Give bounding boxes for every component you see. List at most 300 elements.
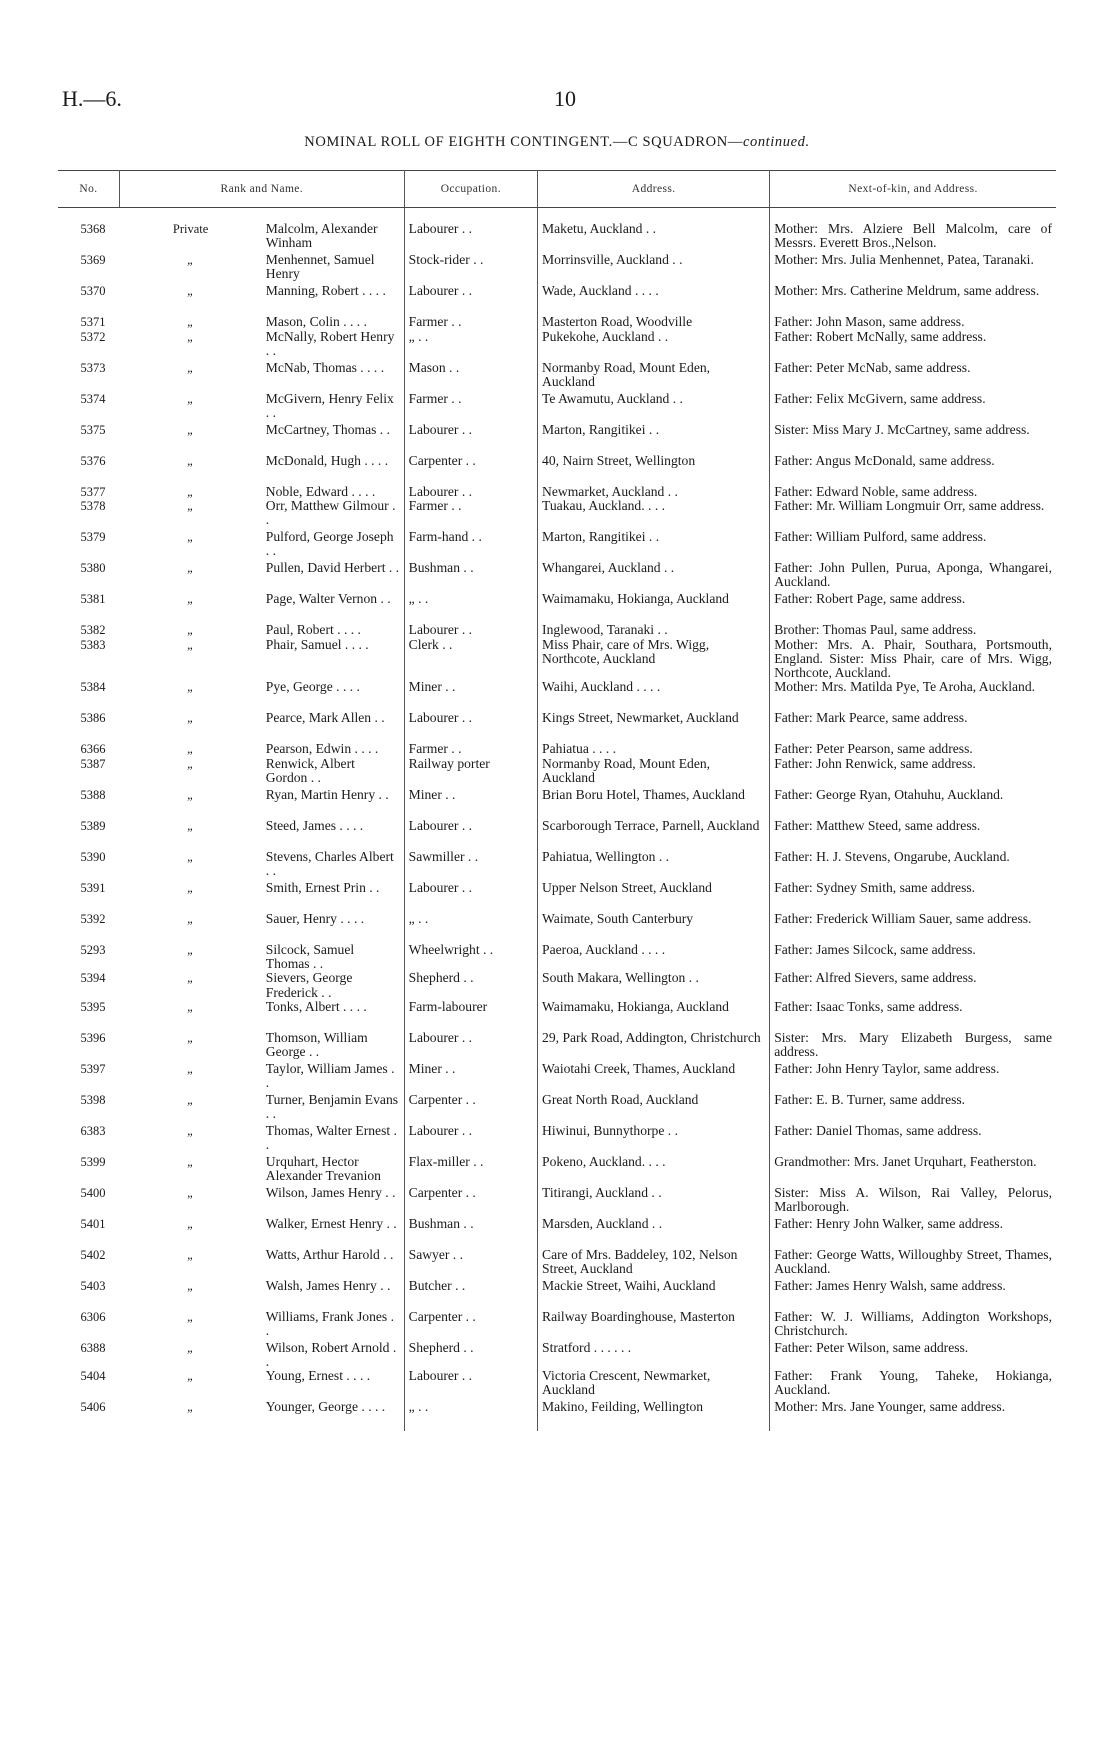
cell-rank: „: [187, 329, 195, 344]
cell-rank: „: [187, 284, 195, 298]
cell-name: Noble, Edward . . . .: [262, 485, 404, 500]
cell-address: Great North Road, Auckland: [538, 1093, 770, 1124]
cell-occupation: Labourer . .: [404, 284, 537, 315]
cell-next-of-kin: Father: Isaac Tonks, same address.: [774, 998, 963, 1014]
column-header-occupation: Occupation.: [404, 171, 537, 208]
cell-name: Wilson, James Henry . .: [262, 1186, 404, 1217]
cell-occupation: Railway porter: [404, 757, 537, 788]
cell-roll-number: 5380: [80, 561, 106, 576]
cell-roll-number: 6383: [80, 1123, 106, 1138]
title-main: NOMINAL ROLL OF EIGHTH CONTINGENT.—C SQUADRON—: [304, 134, 743, 150]
cell-name: Sievers, George Frederick . .: [262, 971, 404, 999]
cell-rank: „: [187, 818, 195, 833]
cell-name: Pye, George . . . .: [262, 680, 404, 711]
cell-next-of-kin: Father: Peter Pearson, same address.: [774, 741, 973, 757]
cell-roll-number: 5392: [80, 911, 106, 926]
cell-address: Marton, Rangitikei . .: [538, 423, 770, 454]
cell-address: Titirangi, Auckland . .: [538, 1186, 770, 1217]
cell-name: Orr, Matthew Gilmour . .: [262, 499, 404, 530]
cell-roll-number: 5377: [80, 484, 106, 499]
cell-occupation: Farmer . .: [404, 392, 537, 423]
cell-next-of-kin: Brother: Thomas Paul, same address.: [774, 622, 977, 638]
table-row: [58, 392, 1056, 423]
cell-occupation: Bushman . .: [404, 1217, 537, 1248]
cell-next-of-kin: Mother: Mrs. Julia Menhennet, Patea, Taranaki.: [774, 252, 1034, 267]
table-row: [58, 638, 1056, 681]
cell-name: McDonald, Hugh . . . .: [262, 454, 404, 485]
cell-roll-number: 5378: [80, 499, 106, 514]
table-row: [58, 330, 1056, 361]
cell-next-of-kin: Father: Felix McGivern, same address.: [774, 390, 986, 406]
cell-roll-number: 5394: [80, 971, 106, 986]
cell-occupation: Labourer . .: [404, 623, 537, 638]
cell-address: Marton, Rangitikei . .: [538, 530, 770, 561]
cell-address: Hiwinui, Bunnythorpe . .: [538, 1124, 770, 1155]
table-row: [58, 1062, 1056, 1093]
cell-next-of-kin: Father: Matthew Steed, same address.: [774, 817, 981, 833]
cell-occupation: Farmer . .: [404, 315, 537, 330]
cell-roll-number: 5389: [80, 818, 106, 833]
cell-next-of-kin: Father: H. J. Stevens, Ongarube, Auckland.: [774, 848, 1010, 864]
column-header-no: No.: [58, 171, 119, 208]
cell-occupation: Stock-rider . .: [404, 253, 537, 284]
table-row: [58, 788, 1056, 819]
table-row: [58, 971, 1056, 999]
cell-roll-number: 5400: [80, 1185, 106, 1200]
cell-rank: „: [187, 680, 195, 695]
cell-roll-number: 5401: [80, 1216, 106, 1231]
cell-name: Turner, Benjamin Evans . .: [262, 1093, 404, 1124]
cell-rank: „: [187, 756, 195, 771]
column-header-next-of-kin: Next-of-kin, and Address.: [770, 171, 1056, 208]
cell-rank: Private: [172, 222, 209, 236]
cell-occupation: „ . .: [404, 330, 537, 361]
table-row: [58, 1000, 1056, 1031]
cell-rank: „: [187, 561, 195, 576]
cell-address: Pahiatua, Wellington . .: [538, 850, 770, 881]
table-row: [58, 530, 1056, 561]
cell-rank: „: [187, 1061, 195, 1076]
cell-occupation: Labourer . .: [404, 485, 537, 500]
cell-name: Watts, Arthur Harold . .: [262, 1248, 404, 1279]
cell-address: Pahiatua . . . .: [538, 742, 770, 757]
cell-address: Morrinsville, Auckland . .: [538, 253, 770, 284]
cell-rank: „: [187, 711, 195, 726]
cell-next-of-kin: Mother: Mrs. Matilda Pye, Te Aroha, Auckland.: [774, 679, 1036, 695]
table-row: [58, 1369, 1056, 1400]
cell-occupation: Sawmiller . .: [404, 850, 537, 881]
table-row: [58, 742, 1056, 757]
table-row: [58, 423, 1056, 454]
cell-next-of-kin: Father: Robert McNally, same address.: [774, 328, 987, 344]
cell-rank: „: [187, 1278, 195, 1293]
cell-next-of-kin: Father: John Mason, same address.: [774, 314, 965, 329]
cell-roll-number: 6388: [80, 1340, 106, 1355]
cell-next-of-kin: Father: Frank Young, Taheke, Hokianga, Auckland.: [774, 1368, 1052, 1398]
cell-occupation: Clerk . .: [404, 638, 537, 681]
cell-name: Pulford, George Joseph . .: [262, 530, 404, 561]
cell-address: Makino, Feilding, Wellington: [538, 1400, 770, 1431]
table-row: [58, 208, 1056, 254]
cell-next-of-kin: Father: Mr. William Longmuir Orr, same address.: [774, 498, 1045, 514]
cell-occupation: Carpenter . .: [404, 1310, 537, 1341]
cell-occupation: Bushman . .: [404, 561, 537, 592]
cell-name: Ryan, Martin Henry . .: [262, 788, 404, 819]
cell-rank: „: [187, 592, 195, 607]
cell-roll-number: 5395: [80, 999, 106, 1014]
cell-occupation: „ . .: [404, 912, 537, 943]
cell-name: McNally, Robert Henry . .: [262, 330, 404, 361]
cell-occupation: Labourer . .: [404, 711, 537, 742]
table-row: [58, 1400, 1056, 1431]
cell-occupation: Miner . .: [404, 1062, 537, 1093]
cell-rank: „: [187, 1400, 195, 1415]
cell-address: Mackie Street, Waihi, Auckland: [538, 1279, 770, 1310]
cell-rank: „: [187, 971, 195, 986]
cell-next-of-kin: Father: John Renwick, same address.: [774, 755, 976, 771]
cell-rank: „: [187, 942, 195, 957]
cell-occupation: Miner . .: [404, 788, 537, 819]
cell-occupation: Carpenter . .: [404, 454, 537, 485]
cell-next-of-kin: Sister: Miss A. Wilson, Rai Valley, Pelorus, Marlborough.: [774, 1184, 1052, 1214]
cell-roll-number: 5368: [80, 222, 106, 236]
cell-occupation: Labourer . .: [404, 881, 537, 912]
document-reference: H.—6.: [62, 86, 122, 111]
table-row: [58, 1248, 1056, 1279]
cell-occupation: Carpenter . .: [404, 1093, 537, 1124]
cell-rank: „: [187, 1216, 195, 1231]
table-row: [58, 592, 1056, 623]
cell-rank: „: [187, 1154, 195, 1169]
cell-next-of-kin: Father: George Watts, Willoughby Street, Thames, Auckland.: [774, 1246, 1052, 1276]
cell-address: South Makara, Wellington . .: [538, 971, 770, 999]
cell-next-of-kin: Grandmother: Mrs. Janet Urquhart, Featherston.: [774, 1153, 1037, 1169]
cell-next-of-kin: Father: Peter McNab, same address.: [774, 359, 971, 375]
cell-name: Phair, Samuel . . . .: [262, 638, 404, 681]
cell-next-of-kin: Father: Mark Pearce, same address.: [774, 710, 968, 726]
cell-next-of-kin: Father: Frederick William Sauer, same address.: [774, 910, 1032, 926]
table-row: [58, 1093, 1056, 1124]
cell-name: Williams, Frank Jones . .: [262, 1310, 404, 1341]
cell-occupation: Labourer . .: [404, 208, 537, 254]
cell-name: Pearson, Edwin . . . .: [262, 742, 404, 757]
table-row: [58, 284, 1056, 315]
cell-roll-number: 5399: [80, 1154, 106, 1169]
table-row: [58, 623, 1056, 638]
cell-rank: „: [187, 742, 195, 757]
cell-occupation: „ . .: [404, 592, 537, 623]
cell-name: Stevens, Charles Albert . .: [262, 850, 404, 881]
cell-next-of-kin: Father: Angus McDonald, same address.: [774, 452, 995, 468]
cell-address: Scarborough Terrace, Parnell, Auckland: [538, 819, 770, 850]
cell-address: Te Awamutu, Auckland . .: [538, 392, 770, 423]
cell-next-of-kin: Father: John Henry Taylor, same address.: [774, 1060, 1000, 1076]
cell-rank: „: [187, 1185, 195, 1200]
cell-roll-number: 5382: [80, 623, 106, 638]
cell-occupation: Carpenter . .: [404, 1186, 537, 1217]
table-row: [58, 912, 1056, 943]
cell-address: Waimate, South Canterbury: [538, 912, 770, 943]
cell-address: Newmarket, Auckland . .: [538, 485, 770, 500]
cell-roll-number: 5406: [80, 1400, 106, 1415]
cell-address: Tuakau, Auckland. . . .: [538, 499, 770, 530]
cell-next-of-kin: Sister: Mrs. Mary Elizabeth Burgess, same address.: [774, 1029, 1052, 1059]
cell-roll-number: 5381: [80, 592, 106, 607]
cell-rank: „: [187, 1309, 195, 1324]
cell-roll-number: 5403: [80, 1278, 106, 1293]
cell-occupation: Farm-hand . .: [404, 530, 537, 561]
table-row: [58, 561, 1056, 592]
cell-occupation: Mason . .: [404, 361, 537, 392]
cell-address: 40, Nairn Street, Wellington: [538, 454, 770, 485]
cell-occupation: Labourer . .: [404, 1031, 537, 1062]
cell-occupation: Labourer . .: [404, 819, 537, 850]
cell-roll-number: 5369: [80, 253, 106, 267]
cell-occupation: Sawyer . .: [404, 1248, 537, 1279]
cell-next-of-kin: Father: Alfred Sievers, same address.: [774, 970, 977, 986]
cell-roll-number: 5386: [80, 711, 106, 726]
cell-address: Kings Street, Newmarket, Auckland: [538, 711, 770, 742]
cell-next-of-kin: Father: Henry John Walker, same address.: [774, 1215, 1003, 1231]
cell-address: Railway Boardinghouse, Masterton: [538, 1310, 770, 1341]
cell-occupation: Labourer . .: [404, 1369, 537, 1400]
cell-next-of-kin: Father: Edward Noble, same address.: [774, 483, 978, 499]
title-suffix: continued.: [742, 134, 810, 150]
cell-next-of-kin: Father: Daniel Thomas, same address.: [774, 1122, 982, 1138]
cell-next-of-kin: Father: James Henry Walsh, same address.: [774, 1277, 1006, 1293]
cell-name: Young, Ernest . . . .: [262, 1369, 404, 1400]
cell-rank: „: [187, 1030, 195, 1045]
cell-name: Manning, Robert . . . .: [262, 284, 404, 315]
cell-name: Mason, Colin . . . .: [262, 315, 404, 330]
cell-roll-number: 5374: [80, 391, 106, 406]
cell-next-of-kin: Mother: Mrs. Alziere Bell Malcolm, care of Messrs. Everett Bros.,Nelson.: [774, 221, 1052, 251]
cell-rank: „: [187, 484, 195, 499]
cell-roll-number: 5379: [80, 530, 106, 545]
cell-roll-number: 5383: [80, 637, 106, 652]
cell-address: Normanby Road, Mount Eden, Auckland: [538, 361, 770, 392]
column-header-rank-name: Rank and Name.: [119, 171, 404, 208]
cell-rank: „: [187, 315, 195, 329]
cell-roll-number: 5373: [80, 360, 106, 375]
cell-rank: „: [187, 453, 195, 468]
table-row: [58, 485, 1056, 500]
cell-next-of-kin: Father: William Pulford, same address.: [774, 529, 987, 545]
table-row: [58, 1279, 1056, 1310]
cell-roll-number: 5390: [80, 849, 106, 864]
cell-rank: „: [187, 1092, 195, 1107]
cell-address: 29, Park Road, Addington, Christchurch: [538, 1031, 770, 1062]
table-row: [58, 711, 1056, 742]
cell-next-of-kin: Father: John Pullen, Purua, Aponga, Whangarei, Auckland.: [774, 560, 1052, 590]
cell-roll-number: 5397: [80, 1061, 106, 1076]
cell-name: Silcock, Samuel Thomas . .: [262, 943, 404, 971]
table-row: [58, 499, 1056, 530]
cell-rank: „: [187, 1369, 195, 1384]
table-header-row: [58, 171, 1056, 208]
cell-name: Thomas, Walter Ernest . .: [262, 1124, 404, 1155]
cell-address: Inglewood, Taranaki . .: [538, 623, 770, 638]
cell-roll-number: 5370: [80, 284, 106, 298]
nominal-roll-table: [58, 170, 1056, 1431]
page-number: 10: [554, 86, 576, 111]
table-row: [58, 1186, 1056, 1217]
cell-rank: „: [187, 637, 195, 652]
cell-name: Urquhart, Hector Alexander Trevanion: [262, 1155, 404, 1186]
cell-address: Pukekohe, Auckland . .: [538, 330, 770, 361]
cell-address: Brian Boru Hotel, Thames, Auckland: [538, 788, 770, 819]
cell-roll-number: 5293: [80, 942, 106, 957]
cell-roll-number: 5372: [80, 329, 106, 344]
cell-occupation: Miner . .: [404, 680, 537, 711]
cell-roll-number: 5388: [80, 787, 106, 802]
cell-name: Pullen, David Herbert . .: [262, 561, 404, 592]
cell-rank: „: [187, 530, 195, 545]
cell-rank: „: [187, 253, 195, 267]
cell-name: Younger, George . . . .: [262, 1400, 404, 1431]
cell-next-of-kin: Father: Peter Wilson, same address.: [774, 1339, 969, 1355]
cell-rank: „: [187, 422, 195, 437]
cell-roll-number: 5387: [80, 756, 106, 771]
cell-address: Masterton Road, Woodville: [538, 315, 770, 330]
cell-rank: „: [187, 499, 195, 514]
cell-roll-number: 6366: [80, 742, 106, 757]
cell-rank: „: [187, 360, 195, 375]
cell-address: Waimamaku, Hokianga, Auckland: [538, 1000, 770, 1031]
table-row: [58, 819, 1056, 850]
table-row: [58, 315, 1056, 330]
cell-next-of-kin: Father: James Silcock, same address.: [774, 941, 976, 957]
cell-roll-number: 5376: [80, 453, 106, 468]
cell-occupation: Wheelwright . .: [404, 943, 537, 971]
table-row: [58, 1310, 1056, 1341]
cell-rank: „: [187, 849, 195, 864]
cell-name: McGivern, Henry Felix . .: [262, 392, 404, 423]
cell-name: Paul, Robert . . . .: [262, 623, 404, 638]
table-row: [58, 850, 1056, 881]
cell-next-of-kin: Mother: Mrs. Catherine Meldrum, same address.: [774, 283, 1040, 298]
cell-rank: „: [187, 391, 195, 406]
cell-name: Renwick, Albert Gordon . .: [262, 757, 404, 788]
cell-next-of-kin: Father: Robert Page, same address.: [774, 591, 966, 607]
cell-roll-number: 5404: [80, 1369, 106, 1384]
cell-name: Taylor, William James . .: [262, 1062, 404, 1093]
cell-occupation: Farmer . .: [404, 742, 537, 757]
table-row: [58, 1341, 1056, 1369]
cell-next-of-kin: Mother: Mrs. Jane Younger, same address.: [774, 1399, 1006, 1415]
cell-name: Page, Walter Vernon . .: [262, 592, 404, 623]
cell-next-of-kin: Father: Sydney Smith, same address.: [774, 879, 976, 895]
cell-next-of-kin: Father: E. B. Turner, same address.: [774, 1091, 966, 1107]
cell-address: Normanby Road, Mount Eden, Auckland: [538, 757, 770, 788]
cell-roll-number: 5396: [80, 1030, 106, 1045]
cell-address: Whangarei, Auckland . .: [538, 561, 770, 592]
cell-occupation: Butcher . .: [404, 1279, 537, 1310]
cell-name: Malcolm, Alexander Winham: [262, 208, 404, 254]
table-row: [58, 881, 1056, 912]
table-row: [58, 454, 1056, 485]
cell-address: Waimamaku, Hokianga, Auckland: [538, 592, 770, 623]
page-title: [0, 134, 1114, 151]
cell-address: Upper Nelson Street, Auckland: [538, 881, 770, 912]
cell-occupation: Shepherd . .: [404, 1341, 537, 1369]
cell-name: Tonks, Albert . . . .: [262, 1000, 404, 1031]
cell-name: Sauer, Henry . . . .: [262, 912, 404, 943]
cell-roll-number: 5391: [80, 880, 106, 895]
column-header-address: Address.: [538, 171, 770, 208]
table-row: [58, 1031, 1056, 1062]
cell-name: Walker, Ernest Henry . .: [262, 1217, 404, 1248]
cell-name: McNab, Thomas . . . .: [262, 361, 404, 392]
cell-occupation: Labourer . .: [404, 1124, 537, 1155]
cell-roll-number: 5402: [80, 1247, 106, 1262]
cell-address: Pokeno, Auckland. . . .: [538, 1155, 770, 1186]
cell-roll-number: 6306: [80, 1309, 106, 1324]
cell-next-of-kin: Mother: Mrs. A. Phair, Southara, Portsmouth, England. Sister: Miss Phair, care of Mrs. Wigg, Northcote, Auckland.: [774, 636, 1052, 681]
cell-occupation: Flax-miller . .: [404, 1155, 537, 1186]
cell-occupation: Labourer . .: [404, 423, 537, 454]
table-body: [58, 208, 1056, 1432]
cell-occupation: Farm-labourer: [404, 1000, 537, 1031]
cell-rank: „: [187, 880, 195, 895]
cell-address: Maketu, Auckland . .: [538, 208, 770, 254]
cell-name: Smith, Ernest Prin . .: [262, 881, 404, 912]
table-row: [58, 680, 1056, 711]
cell-rank: „: [187, 1123, 195, 1138]
cell-roll-number: 5375: [80, 422, 106, 437]
table-row: [58, 253, 1056, 284]
cell-address: Miss Phair, care of Mrs. Wigg, Northcote, Auckland: [538, 638, 770, 681]
cell-name: Steed, James . . . .: [262, 819, 404, 850]
table-row: [58, 361, 1056, 392]
cell-occupation: Farmer . .: [404, 499, 537, 530]
cell-next-of-kin: Father: W. J. Williams, Addington Workshops, Christchurch.: [774, 1308, 1052, 1338]
cell-rank: „: [187, 1247, 195, 1262]
cell-rank: „: [187, 911, 195, 926]
cell-address: Wade, Auckland . . . .: [538, 284, 770, 315]
cell-rank: „: [187, 999, 195, 1014]
cell-address: Waiotahi Creek, Thames, Auckland: [538, 1062, 770, 1093]
cell-name: Walsh, James Henry . .: [262, 1279, 404, 1310]
cell-roll-number: 5384: [80, 680, 106, 695]
cell-address: Care of Mrs. Baddeley, 102, Nelson Street, Auckland: [538, 1248, 770, 1279]
cell-name: Thomson, William George . .: [262, 1031, 404, 1062]
cell-occupation: „ . .: [404, 1400, 537, 1431]
cell-next-of-kin: Sister: Miss Mary J. McCartney, same address.: [774, 421, 1030, 437]
table-row: [58, 1155, 1056, 1186]
cell-next-of-kin: Father: George Ryan, Otahuhu, Auckland.: [774, 786, 1004, 802]
cell-name: McCartney, Thomas . .: [262, 423, 404, 454]
cell-address: Waihi, Auckland . . . .: [538, 680, 770, 711]
cell-roll-number: 5371: [80, 315, 106, 329]
cell-address: Stratford . . . . . .: [538, 1341, 770, 1369]
cell-rank: „: [187, 787, 195, 802]
table-row: [58, 1124, 1056, 1155]
cell-address: Marsden, Auckland . .: [538, 1217, 770, 1248]
cell-name: Wilson, Robert Arnold . .: [262, 1341, 404, 1369]
cell-roll-number: 5398: [80, 1092, 106, 1107]
cell-address: Victoria Crescent, Newmarket, Auckland: [538, 1369, 770, 1400]
cell-address: Paeroa, Auckland . . . .: [538, 943, 770, 971]
table-row: [58, 1217, 1056, 1248]
cell-name: Pearce, Mark Allen . .: [262, 711, 404, 742]
table-row: [58, 943, 1056, 971]
cell-rank: „: [187, 1340, 195, 1355]
cell-name: Menhennet, Samuel Henry: [262, 253, 404, 284]
table-row: [58, 757, 1056, 788]
cell-rank: „: [187, 623, 195, 638]
cell-occupation: Shepherd . .: [404, 971, 537, 999]
